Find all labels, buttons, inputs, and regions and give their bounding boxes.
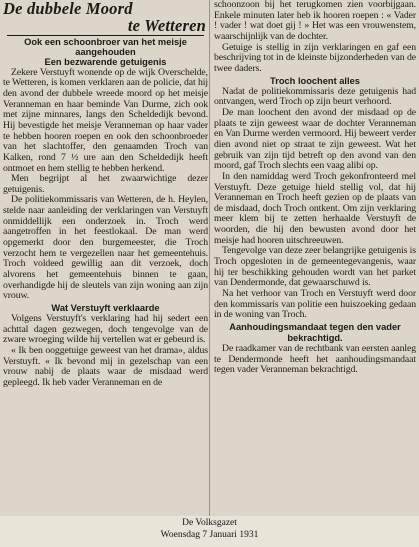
section-heading-cont: bekrachtigd.: [287, 333, 343, 344]
paragraph: « Ik ben ooggetuige geweest van het drama», aldus Verstuyft. « Ik bevond mij in gezelschap van een vrouw nabij de plaats waar de misdaad werd gepleegd. Ik heb vader Veranneman en de: [3, 345, 208, 388]
paragraph: De man loochent den avond der misdaad op de plaats te zijn geweest waar de dochter Veranneman en Van Durme werden vermoord. Hij beweert verder dien avond niet op straat te zijn geweest. Wat het gebruik van zijn tijd betreft op den avond van den moord, gaf Troch slechts een vaag alibi op.: [214, 106, 416, 172]
paragraph: schoonzoon bij het terugkomen zien voorbijgaan. Enkele minuten later heb ik hooren roepen : « Vader ! vader ! wat doet gij ! » Het was een vrouwenstem, waarschijnlijk van de dochter.: [214, 0, 416, 42]
subtitle-line-1: Ook een schoonbroer van het meisje: [24, 37, 187, 47]
subtitle-line-3: Een bezwarende getuigenis: [44, 57, 167, 68]
paragraph: De politiekommissaris van Wetteren, de h. Heylen, stelde naar aanleiding der verklaringen van Verstuyft onmiddellijk een onderzoek in. Troch werd aangetroffen in het feestlokaal. De man werd opgemerkt door den burgemeester, die Troch verzocht hem te vergezellen naar het gemeentehuis. Troch voldeed gewillig aan dit verzoek, doch alvorens het gemeentehuis binnen te gaan, overhandigde hij de sleutels van zijn woning aan zijn vrouw.: [3, 194, 208, 302]
paragraph: Getuige is stellig in zijn verklaringen en gaf een beschrijving tot in de kleinste bijzonderheden van de twee daders.: [214, 41, 416, 74]
caption-source: De Volksgazet: [182, 518, 237, 528]
paragraph: De raadkamer van de rechtbank van eersten aanleg te Dendermonde heeft het aanhoudingsmandaat tegen vader Veranneman bekrachtigd.: [214, 343, 416, 376]
paragraph: Men begrijpt al het zwaarwichtige dezer getuigenis.: [3, 173, 208, 195]
headline-line-2: te Wetteren: [127, 16, 206, 35]
paragraph: In den namiddag werd Troch gekonfronteerd mel Verstuyft. Deze getuige hield stellig vol, dat hij Veranneman en Troch heeft gezien op de plaats van de misdaad, doch Troch ontkent. Om zijn verklaring meer klem bij te zetten herhaalde Verstuyft de woorden, die hij den bewusten avond door het meisje had hooren uitschreeuwen.: [214, 170, 416, 246]
subtitle-line-2: aangehouden: [75, 47, 136, 58]
caption-date: Woensdag 7 Januari 1931: [160, 529, 259, 540]
headline-rule: [7, 35, 204, 36]
column-divider: [209, 0, 210, 516]
headline: [3, 0, 208, 34]
section-heading: Wat Verstuyft verklaarde: [51, 303, 160, 314]
headline-line-1: De dubbele Moord: [3, 0, 133, 18]
paragraph: Na het verhoor van Troch en Verstuyft werd door den kommissaris van politie een huiszoeking gedaan in de woning van Troch.: [214, 288, 416, 321]
right-column: [214, 0, 416, 516]
paragraph: Tengevolge van deze zeer belangrijke getuigenis is Troch opgesloten in de gemeentegevangenis, waar hij ter beschikking gehouden wordt van het parket van Dendermonde, dat gewaarschuwd is.: [214, 245, 416, 289]
clipping-caption: [0, 518, 419, 541]
paragraph: Nadat de politiekommissaris deze getuigenis had ontvangen, werd Troch op zijn beurt verhoord.: [214, 85, 416, 108]
section-heading: Troch loochent alles: [270, 75, 360, 86]
section-heading: Aanhoudingsmandaat tegen den vader: [229, 322, 401, 333]
paragraph: Volgens Verstuyft's verklaring had hij sedert een achttal dagen gezwegen, doch tengevolge van de zware wroeging wilde hij vertellen wat er gebeurd is.: [3, 313, 208, 346]
left-column: [3, 0, 208, 516]
paragraph: Zekere Verstuyft wonende op de wijk Overschelde, te Wetteren, is komen verklaren aan de policie, dat hij den avond der dubbele wreede moord op het meisje Veranneman en haar beminde Van Durme, zich ook met zijne minnares, langs den Scheldedijk bevond. Hij bevestigde het meisje Veranneman op haar vader te hebben hooren roepen en ook den schoonbroeder van het slachtoffer, den genaamden Troch van Kalken, rond 7 ½ ure aan den Scheldedijk heeft ontmoet en hem stellig te hebben herkend.: [3, 66, 208, 174]
